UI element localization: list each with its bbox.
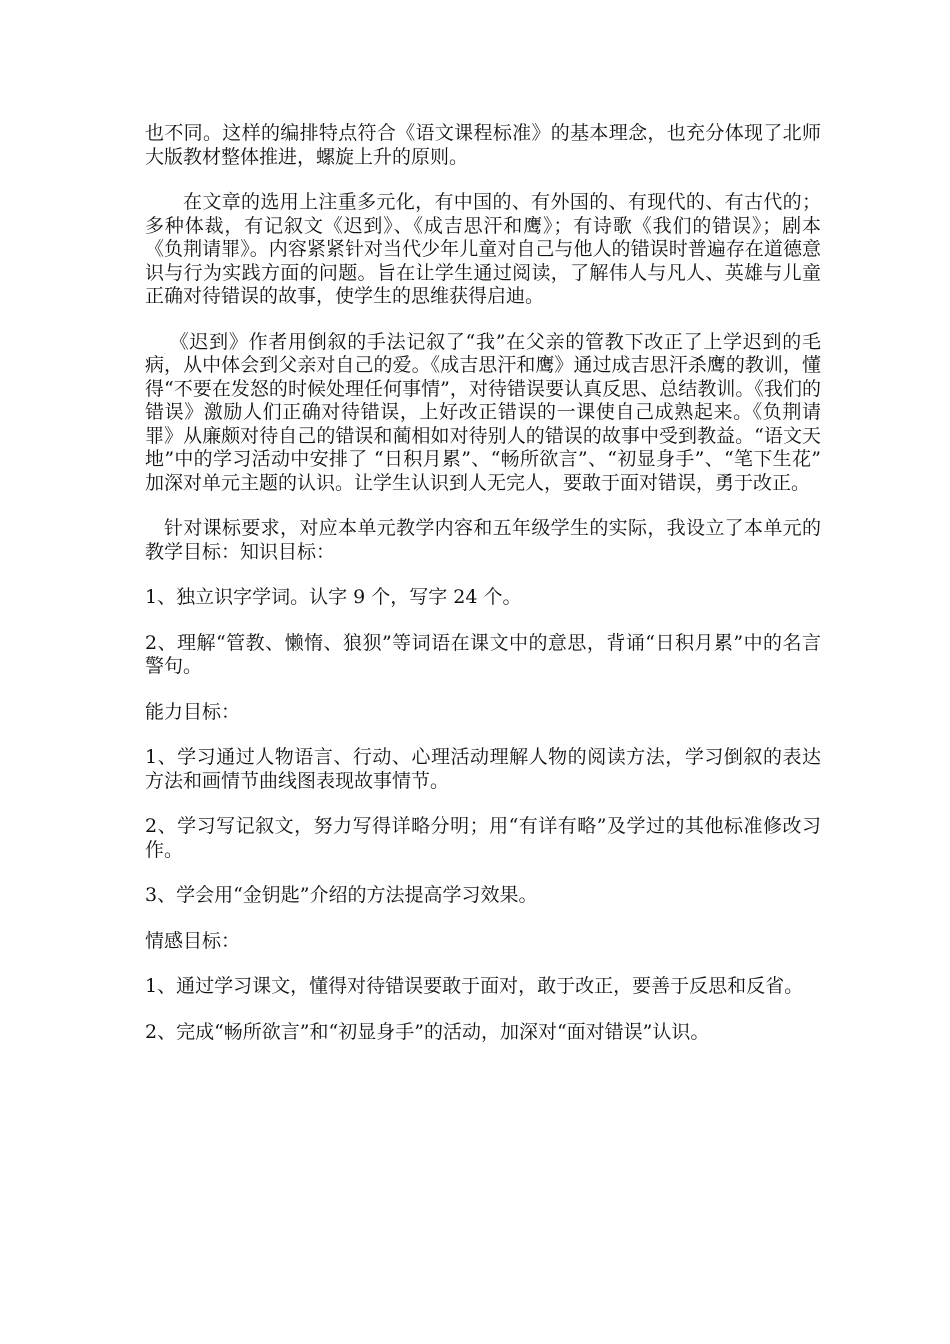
knowledge-goal-1: 1、独立识字学词。认字 9 个，写字 24 个。 (145, 586, 522, 608)
knowledge-goal-2: 2、理解“管教、懒惰、狼狈”等词语在课文中的意思，背诵“日积月累”中的名言警句。 (145, 631, 821, 677)
ability-goal-3: 3、学会用“金钥匙”介绍的方法提高学习效果。 (145, 884, 538, 906)
paragraph-intro-continuation: 也不同。这样的编排特点符合《语文课程标准》的基本理念，也充分体现了北师大版教材整体推进，螺旋上升的原则。 (145, 122, 821, 168)
document-page (145, 122, 821, 1066)
paragraph-text-selection: 在文章的选用上注重多元化，有中国的、有外国的、有现代的、有古代的；多种体裁，有记叙文《迟到》、《成吉思汗和鹰》；有诗歌《我们的错误》；剧本《负荆请罪》。内容紧紧针对当代少年儿童对自己与他人的错误时普遍存在道德意识与行为实践方面的问题。旨在让学生通过阅读，了解伟人与凡人、英雄与儿童正确对待错误的故事，使学生的思维获得启迪。 (145, 191, 821, 307)
emotion-goals-heading: 情感目标： (145, 929, 241, 952)
paragraph-teaching-goals-intro: 针对课标要求，对应本单元教学内容和五年级学生的实际，我设立了本单元的教学目标：知识目标： (145, 517, 821, 563)
emotion-goal-2: 2、完成“畅所欲言”和“初显身手”的活动，加深对“面对错误”认识。 (145, 1020, 710, 1043)
ability-goal-1: 1、学习通过人物语言、行动、心理活动理解人物的阅读方法，学习倒叙的表达方法和画情节曲线图表现故事情节。 (145, 746, 821, 792)
emotion-goal-1: 1、通过学习课文，懂得对待错误要敢于面对，敢于改正，要善于反思和反省。 (145, 975, 804, 997)
paragraph-lesson-summary: 《迟到》作者用倒叙的手法记叙了“我”在父亲的管教下改正了上学迟到的毛病，从中体会到父亲对自己的爱。《成吉思汗和鹰》通过成吉思汗杀鹰的教训，懂得“不要在发怒的时候处理任何事情”，对待错误要认真反思、总结教训。《我们的错误》激励人们正确对待错误，上好改正错误的一课使自己成熟起来。《负荆请罪》从廉颇对待自己的错误和蔺相如对待别人的错误的故事中受到教益。“语文天地”中的学习活动中安排了 “日积月累”、“畅所欲言”、“初显身手”、“笔下生花” 加深对单元主题的认识。让学生认识到人无完人，要敢于面对错误，勇于改正。 (145, 330, 821, 494)
ability-goal-2: 2、学习写记叙文，努力写得详略分明；用“有详有略”及学过的其他标准修改习作。 (145, 815, 821, 861)
ability-goals-heading: 能力目标： (145, 700, 241, 723)
